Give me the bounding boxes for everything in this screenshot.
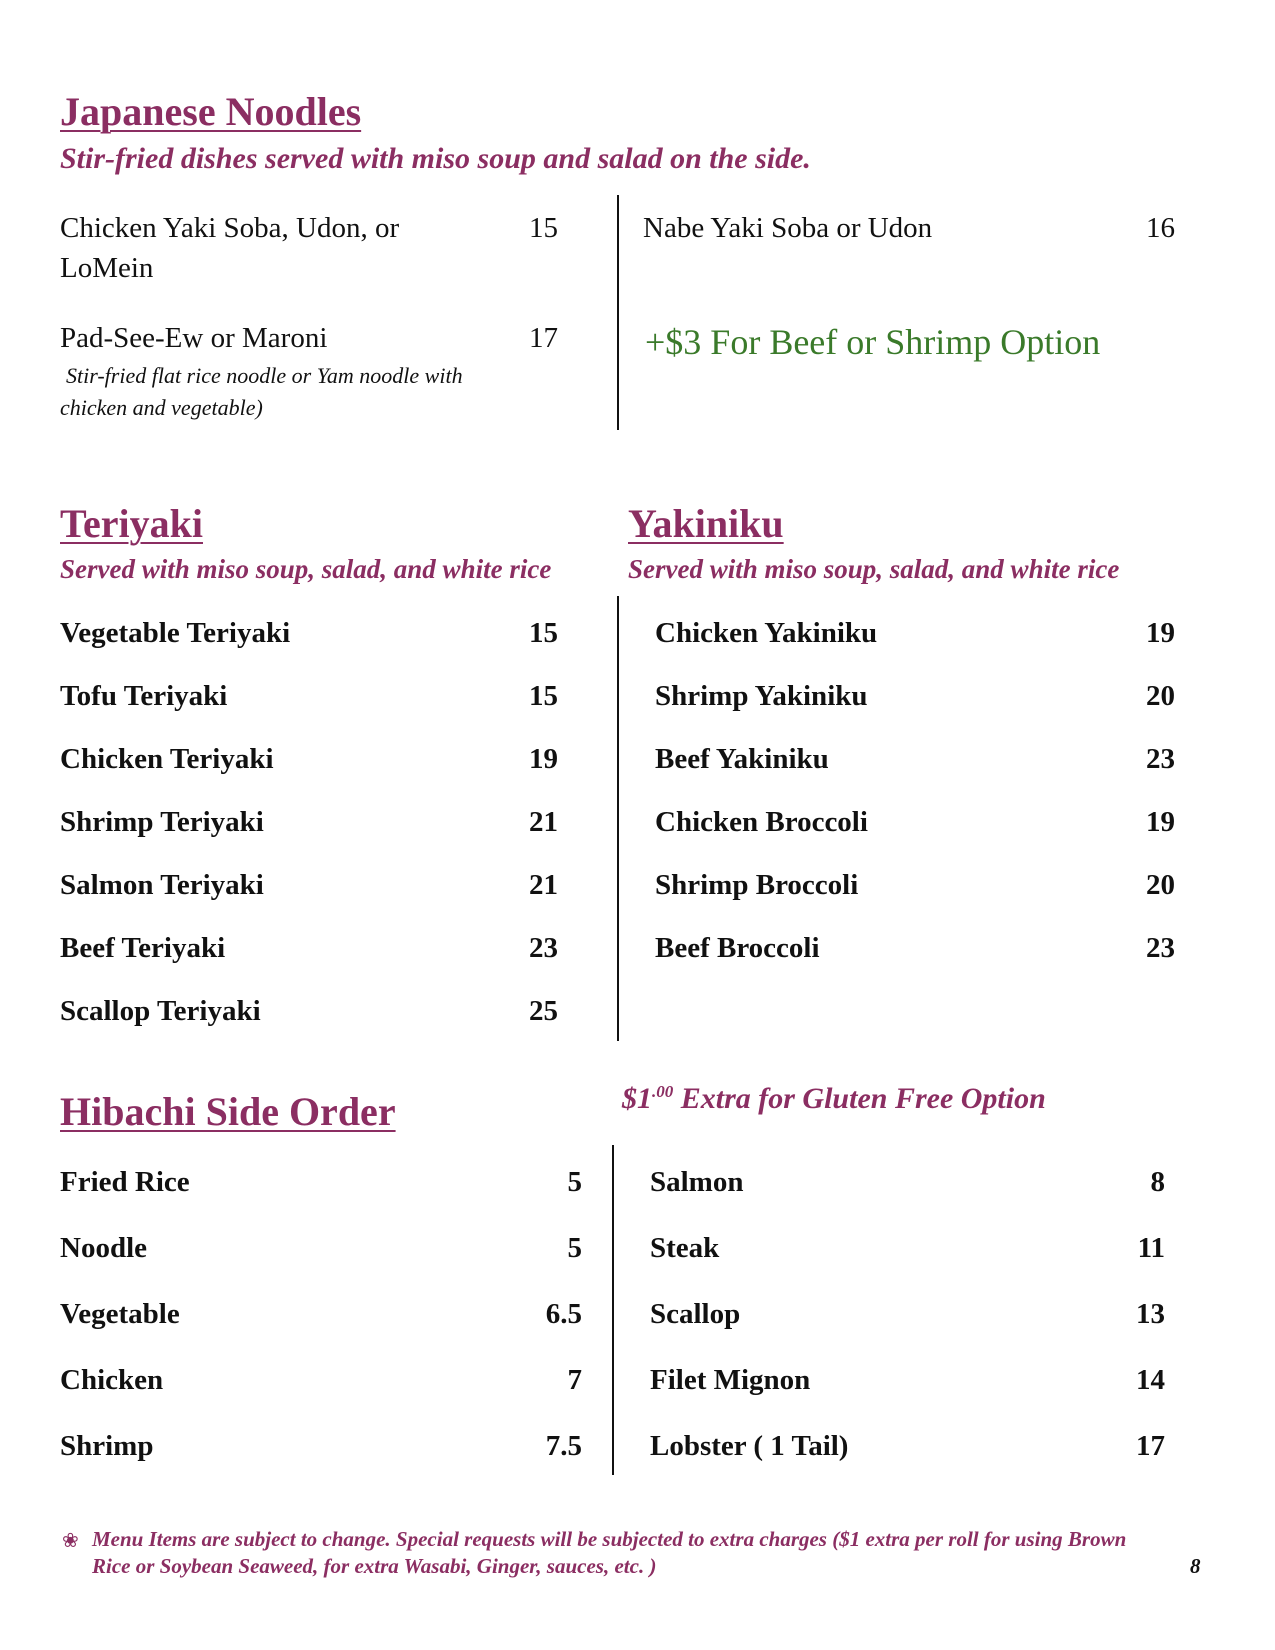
hibachi-title: Hibachi Side Order <box>60 1089 396 1134</box>
menu-item-name: Beef Yakiniku <box>655 743 829 775</box>
menu-item-price: 15 <box>529 617 558 649</box>
menu-item-price: 17 <box>1136 1430 1165 1462</box>
menu-item-price: 21 <box>529 806 558 838</box>
menu-item-name: Chicken Yakiniku <box>655 617 878 649</box>
menu-item-name: Chicken <box>60 1364 164 1396</box>
menu-item-name: Steak <box>650 1232 720 1264</box>
menu-item-name: Filet Mignon <box>650 1364 811 1396</box>
menu-item-price: 23 <box>529 932 558 964</box>
yakiniku-title: Yakiniku <box>628 501 784 546</box>
menu-item-name: Vegetable Teriyaki <box>60 617 291 649</box>
gluten-free-note-prefix: $1 <box>622 1082 652 1115</box>
menu-item-price: 21 <box>529 869 558 901</box>
footer-note-line-1: Menu Items are subject to change. Special requests will be subjected to extra charges ($1 extra per roll for using Brown <box>92 1527 1127 1551</box>
menu-item-price: 15 <box>529 212 558 244</box>
menu-item-price: 20 <box>1146 680 1175 712</box>
gluten-free-note-cents: .00 <box>652 1082 674 1101</box>
menu-item-price: 17 <box>529 322 558 354</box>
japanese-noodles-title: Japanese Noodles <box>60 89 362 134</box>
menu-item-price: 25 <box>529 995 558 1027</box>
teriyaki-subtitle: Served with miso soup, salad, and white rice <box>60 554 552 584</box>
menu-item-name: Salmon Teriyaki <box>60 869 264 901</box>
menu-item-price: 16 <box>1146 212 1175 244</box>
menu-item-name: Chicken Broccoli <box>655 806 868 838</box>
menu-item-price: 7 <box>567 1364 582 1396</box>
menu-item-price: 19 <box>1146 806 1175 838</box>
column-divider <box>617 596 619 1041</box>
menu-item-name: Tofu Teriyaki <box>60 680 228 712</box>
footer-note-line-2: Rice or Soybean Seaweed, for extra Wasabi, Ginger, sauces, etc. ) <box>92 1554 657 1578</box>
yakiniku-subtitle: Served with miso soup, salad, and white rice <box>628 554 1120 584</box>
menu-item-price: 23 <box>1146 743 1175 775</box>
menu-item-price: 19 <box>529 743 558 775</box>
menu-item-name: Scallop <box>650 1298 741 1330</box>
menu-item-name: Shrimp <box>60 1430 154 1462</box>
menu-item-name: Fried Rice <box>60 1166 190 1198</box>
menu-item-price: 7.5 <box>545 1430 582 1462</box>
menu-item-name: Shrimp Yakiniku <box>655 680 868 712</box>
menu-item-name: Chicken Yaki Soba, Udon, or LoMein <box>60 212 400 284</box>
menu-item-name: Beef Teriyaki <box>60 932 226 964</box>
menu-item-price: 6.5 <box>545 1298 582 1330</box>
menu-item-name: Shrimp Broccoli <box>655 869 859 901</box>
menu-item-name: Beef Broccoli <box>655 932 820 964</box>
menu-item-price: 14 <box>1136 1364 1165 1396</box>
menu-item-price: 13 <box>1136 1298 1165 1330</box>
beef-shrimp-option-note: +$3 For Beef or Shrimp Option <box>645 322 1101 362</box>
menu-item-name: Pad-See-Ew or Maroni <box>60 322 328 354</box>
column-divider <box>617 195 619 430</box>
menu-item-price: 5 <box>567 1232 582 1264</box>
menu-item-price: 5 <box>567 1166 582 1198</box>
menu-item-name: Shrimp Teriyaki <box>60 806 264 838</box>
japanese-noodles-subtitle: Stir-fried dishes served with miso soup and salad on the side. <box>60 142 811 175</box>
flower-bullet-icon: ❀ <box>62 1530 79 1552</box>
gluten-free-note <box>622 1082 1046 1116</box>
menu-item-price: 8 <box>1150 1166 1165 1198</box>
menu-item-name: Scallop Teriyaki <box>60 995 261 1027</box>
menu-item-description: Stir-fried flat rice noodle or Yam noodle with chicken and vegetable) <box>60 363 463 420</box>
menu-item-price: 19 <box>1146 617 1175 649</box>
menu-item-name: Lobster ( 1 Tail) <box>650 1430 849 1462</box>
menu-item-name: Noodle <box>60 1232 147 1264</box>
column-divider <box>612 1145 614 1475</box>
menu-item-price: 23 <box>1146 932 1175 964</box>
menu-item-price: 11 <box>1137 1232 1165 1264</box>
menu-item-price: 15 <box>529 680 558 712</box>
menu-item-name: Nabe Yaki Soba or Udon <box>643 212 933 244</box>
menu-item-name: Vegetable <box>60 1298 180 1330</box>
gluten-free-note-text: Extra for Gluten Free Option <box>680 1082 1046 1115</box>
menu-item-name: Chicken Teriyaki <box>60 743 274 775</box>
page-number: 8 <box>1190 1554 1201 1578</box>
menu-item-price: 20 <box>1146 869 1175 901</box>
menu-item-name: Salmon <box>650 1166 744 1198</box>
teriyaki-title: Teriyaki <box>60 501 203 546</box>
